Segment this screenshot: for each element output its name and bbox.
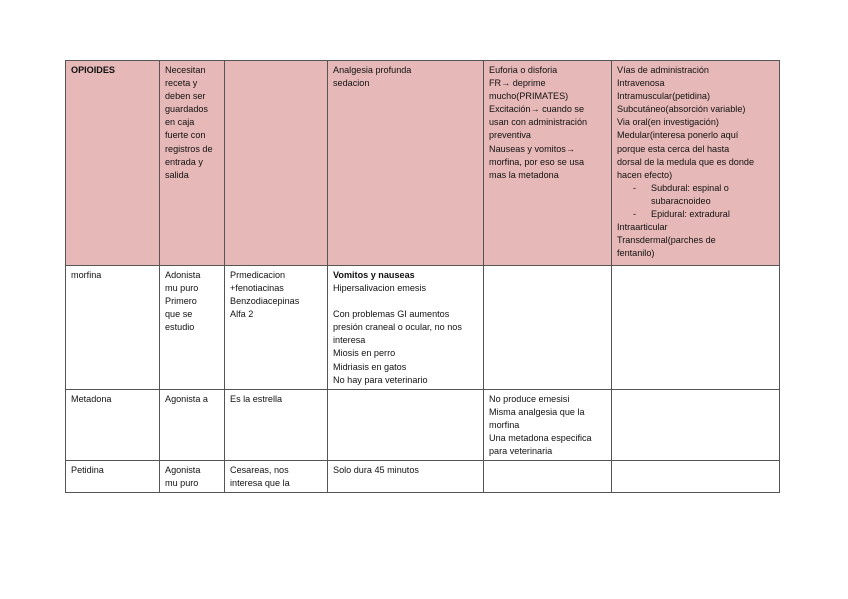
cell-line: estudio	[165, 322, 195, 333]
cell-line: mu puro	[165, 478, 199, 489]
header-efectos-line: usan con administración	[489, 117, 588, 128]
cell-line: para veterinaria	[489, 446, 553, 457]
header-efectos-line: preventiva	[489, 130, 531, 141]
header-vias-line: Intraarticular	[617, 222, 668, 233]
cell-efectos	[328, 461, 484, 493]
cell-line: Agonista	[165, 465, 201, 476]
cell-line: Miosis en perro	[333, 348, 396, 359]
vias-subdural-continuation: subaracnoideo	[651, 195, 711, 206]
cell-vias	[612, 266, 780, 390]
cell-line: interesa que la	[230, 478, 290, 489]
cell-line: No produce emesisi	[489, 393, 570, 404]
cell-line: Adonista	[165, 270, 201, 280]
header-efectos-line: Nauseas y vomitos→	[489, 143, 575, 154]
header-cell-opioides	[66, 61, 160, 266]
header-vias-line: Via oral(en investigación)	[617, 117, 719, 128]
cell-notas	[484, 266, 612, 390]
header-efectos-line: mas la metadona	[489, 169, 559, 180]
cell-notas	[484, 461, 612, 493]
cell-uso	[225, 461, 328, 493]
cell-uso	[225, 389, 328, 460]
opioides-table	[65, 60, 780, 493]
cell-line: Primero	[165, 296, 197, 307]
cell-vias	[612, 389, 780, 460]
table-header-row	[66, 61, 780, 266]
cell-line: Una metadona especifica	[489, 433, 592, 444]
header-receta-text: Necesitan receta y deben ser guardados en caja fuerte con registros de entrada y salida	[165, 65, 213, 180]
header-cell-vias	[612, 61, 780, 266]
cell-line: Alfa 2	[230, 309, 254, 320]
vias-sublist-item	[617, 208, 774, 221]
header-vias-line: Medular(interesa ponerlo aquí	[617, 130, 739, 141]
cell-efectos	[328, 389, 484, 460]
cell-drug-name	[66, 266, 160, 390]
table-row-morfina	[66, 266, 780, 390]
header-efectos-line: mucho(PRIMATES)	[489, 91, 569, 102]
cell-line: Hipersalivacion emesis	[333, 283, 426, 294]
header-vias-line: dorsal de la medula que es donde	[617, 156, 755, 167]
cell-line: Prmedicacion	[230, 270, 286, 280]
cell-receptor	[160, 389, 225, 460]
header-opioides-label: OPIOIDES	[71, 65, 115, 75]
header-vias-line: Transdermal(parches de	[617, 235, 716, 246]
header-vias-line: Intramuscular(petidina)	[617, 91, 710, 102]
header-sedacion-line: sedacion	[333, 78, 370, 89]
header-vias-line: Subcutáneo(absorción variable)	[617, 104, 746, 115]
cell-line: que se	[165, 309, 193, 320]
drug-name: Metadona	[71, 393, 112, 404]
cell-efectos	[328, 266, 484, 390]
header-efectos-line: morfina, por eso se usa	[489, 156, 585, 167]
cell-line: Midriasis en gatos	[333, 361, 407, 372]
header-analgesia-line: Analgesia profunda	[333, 65, 412, 75]
vias-subdural-text: Subdural: espinal o	[651, 182, 729, 193]
cell-line-bold: Vomitos y nauseas	[333, 270, 415, 280]
cell-drug-name	[66, 461, 160, 493]
cell-drug-name	[66, 389, 160, 460]
header-efectos-line: FR→ deprime	[489, 78, 546, 89]
table-row-metadona	[66, 389, 780, 460]
cell-line: Misma analgesia que la	[489, 406, 585, 417]
header-vias-line: hacen efecto)	[617, 169, 673, 180]
cell-line: No hay para veterinario	[333, 374, 428, 385]
header-cell-analgesia	[328, 61, 484, 266]
vias-epidural-text: Epidural: extradural	[651, 209, 730, 220]
cell-line: interesa	[333, 335, 366, 346]
list-dash: -	[633, 182, 637, 193]
cell-receptor	[160, 266, 225, 390]
cell-uso	[225, 266, 328, 390]
cell-line: Solo dura 45 minutos	[333, 465, 419, 476]
cell-line: mu puro	[165, 283, 199, 294]
blank-line	[333, 295, 478, 308]
cell-receptor	[160, 461, 225, 493]
cell-line: Cesareas, nos	[230, 465, 289, 476]
cell-line: morfina	[489, 419, 520, 430]
list-dash: -	[633, 209, 637, 220]
vias-sublist-item	[617, 182, 774, 208]
cell-line: Con problemas GI aumentos	[333, 309, 450, 320]
cell-line: Benzodiacepinas	[230, 296, 300, 307]
cell-notas	[484, 389, 612, 460]
header-vias-line: Intravenosa	[617, 78, 665, 89]
header-vias-line: porque esta cerca del hasta	[617, 143, 730, 154]
header-vias-line: fentanilo)	[617, 248, 655, 259]
cell-line: Es la estrella	[230, 393, 283, 404]
drug-name: morfina	[71, 270, 102, 280]
table-row-petidina	[66, 461, 780, 493]
cell-line: Agonista a	[165, 393, 208, 404]
header-vias-line: Vías de administración	[617, 65, 709, 75]
cell-line: +fenotiacinas	[230, 283, 284, 294]
header-cell-receta	[160, 61, 225, 266]
drug-name: Petidina	[71, 465, 104, 476]
header-efectos-line: Euforia o disforia	[489, 65, 558, 75]
header-cell-efectos	[484, 61, 612, 266]
cell-line: presión craneal o ocular, no nos	[333, 322, 462, 333]
cell-vias	[612, 461, 780, 493]
header-efectos-line: Excitación→ cuando se	[489, 104, 585, 115]
header-cell-empty	[225, 61, 328, 266]
